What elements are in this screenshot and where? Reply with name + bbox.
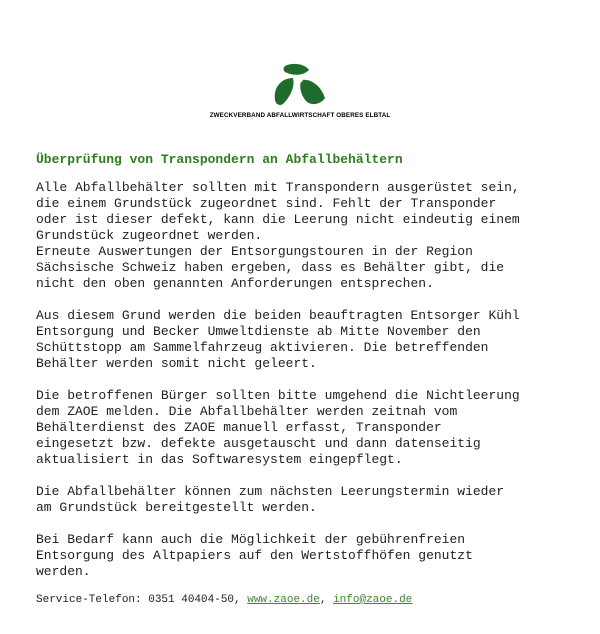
website-link[interactable]: www.zaoe.de [247, 594, 320, 606]
article-paragraph-1: Alle Abfallbehälter sollten mit Transpondern ausgerüstet sein, die einem Grundstück zugeordnet sind. Fehlt der Transponder oder ist dieser defekt, kann die Leerung nicht eindeutig einem Grundstück zugeordnet werden. Erneute Auswertungen der Entsorgungstouren in der Region Sächsische Schweiz haben ergeben, dass es Behälter gibt, die nicht den oben genannten Anforderungen entsprechen. [36, 180, 520, 291]
logo-block [0, 60, 600, 119]
article [36, 152, 576, 607]
logo-org-name: ZWECKVERBAND ABFALLWIRTSCHAFT OBERES ELBTAL [209, 112, 391, 119]
email-link[interactable]: info@zaoe.de [333, 594, 413, 606]
article-title: Überprüfung von Transpondern an Abfallbehältern [36, 152, 403, 167]
article-paragraph-2: Aus diesem Grund werden die beiden beauftragten Entsorger Kühl Entsorgung und Becker Umweltdienste ab Mitte November den Schüttstopp am Sammelfahrzeug aktivieren. Die betreffenden Behälter werden somit nicht geleert. [36, 308, 520, 371]
article-paragraph-5: Bei Bedarf kann auch die Möglichkeit der gebührenfreien Entsorgung des Altpapiers auf den Wertstoffhöfen genutzt werden. [36, 532, 473, 579]
article-paragraph-3: Die betroffenen Bürger sollten bitte umgehend die Nichtleerung dem ZAOE melden. Die Abfallbehälter werden zeitnah vom Behälterdienst des ZAOE manuell erfasst, Transponder eingesetzt bzw. defekte ausgetauscht und dann datenseitig aktualisiert in das Softwaresystem eingepflegt. [36, 388, 520, 467]
footer-separator: , [319, 594, 334, 606]
zaoe-logo-icon [271, 60, 329, 108]
service-phone-text: Service-Telefon: 0351 40404-50, [36, 594, 248, 606]
service-footer [36, 593, 576, 607]
article-paragraph-4: Die Abfallbehälter können zum nächsten Leerungstermin wieder am Grundstück bereitgestellt werden. [36, 484, 505, 515]
